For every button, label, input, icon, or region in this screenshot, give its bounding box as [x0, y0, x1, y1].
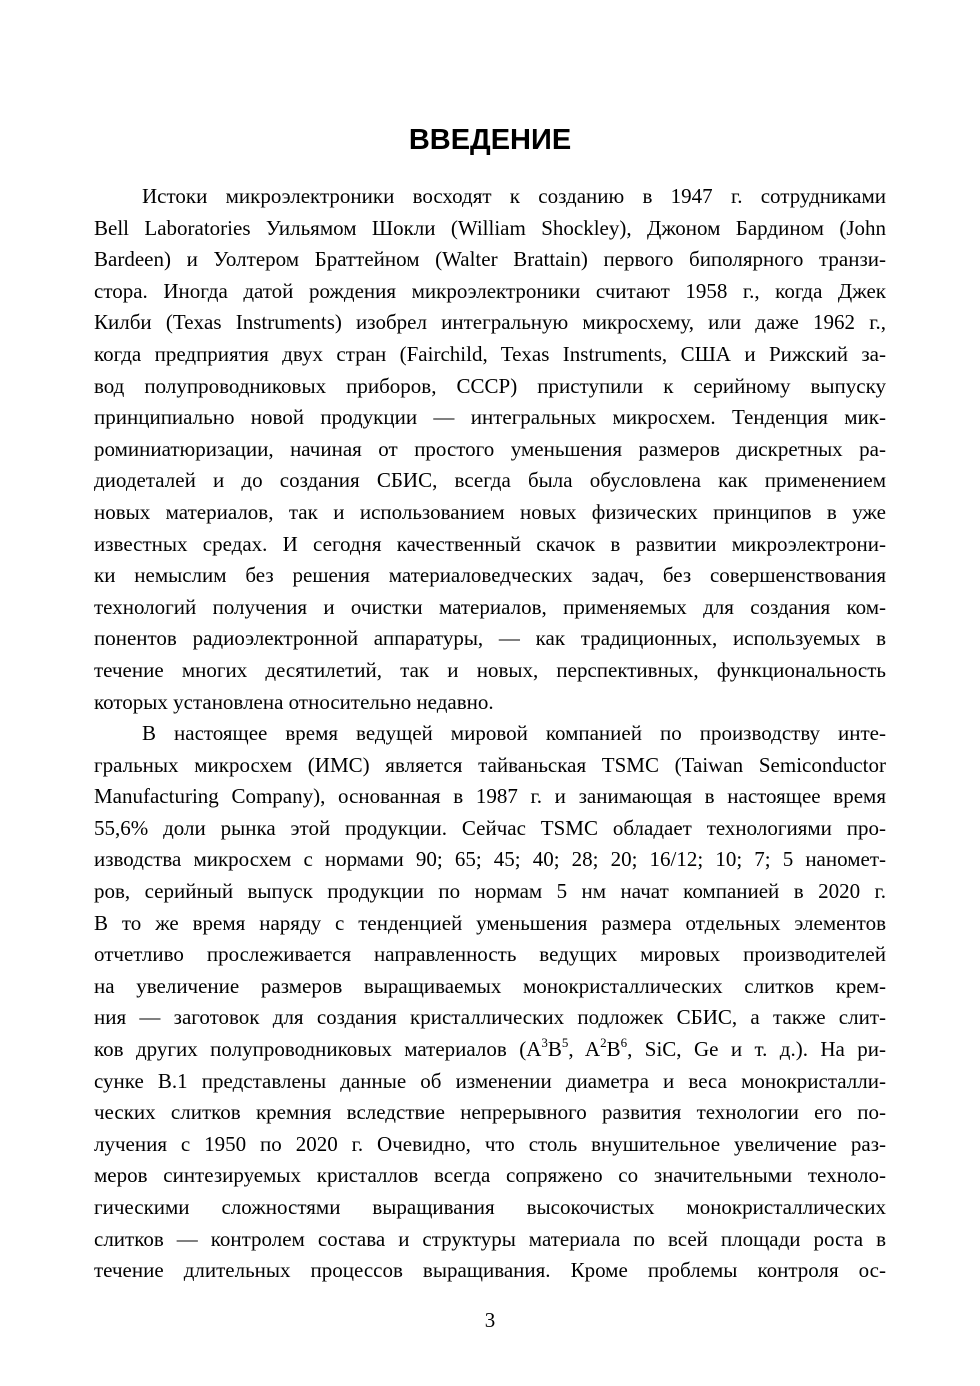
text-line: понентов радиоэлектронной аппаратуры, — как традиционных, используемых в [94, 626, 886, 651]
text-line: слитков — контролем состава и структуры материала по всей площади роста в [94, 1226, 886, 1251]
superscript: 5 [561, 1035, 569, 1051]
text-line: Истоки микроэлектроники восходят к созданию в 1947 г. сотрудниками [142, 184, 886, 208]
text-line: на увеличение размеров выращиваемых монокристаллических слитков крем- [94, 973, 886, 998]
text-line: диодеталей и до создания СБИС, всегда была обусловлена как применением [94, 468, 886, 493]
superscript: 3 [541, 1035, 548, 1051]
text-line: Manufacturing Company), основанная в 1987 г. и занимающая в настоящее время [94, 784, 886, 809]
text-line: стора. Иногда датой рождения микроэлектроники считают 1958 г., когда Джек [94, 278, 886, 303]
superscript: 2 [600, 1035, 607, 1051]
text-line: отчетливо прослеживается направленность ведущих мировых производителей [94, 942, 886, 967]
text-line: изводства микросхем с нормами 90; 65; 45; 40; 28; 20; 16/12; 10; 7; 5 наномет- [94, 847, 886, 872]
text-line: вод полупроводниковых приборов, СССР) приступили к серийному выпуску [94, 373, 886, 398]
text-line: 55,6% доли рынка этой продукции. Сейчас TSMC обладает технологиями про- [94, 815, 886, 840]
text-line: Килби (Texas Instruments) изобрел интегральную микросхему, или даже 1962 г., [94, 310, 886, 335]
text-line: известных средах. И сегодня качественный скачок в развитии микроэлектрони- [94, 531, 886, 556]
text-line: роминиатюризации, начиная от простого уменьшения размеров дискретных ра- [94, 436, 886, 461]
text-line: лучения с 1950 по 2020 г. Очевидно, что столь внушительное увеличение раз- [94, 1131, 886, 1156]
page-number: 3 [484, 1308, 496, 1332]
superscript: 6 [620, 1035, 628, 1051]
text-line: сунке В.1 представлены данные об изменении диаметра и веса монокристалли- [94, 1068, 886, 1093]
text-line: когда предприятия двух стран (Fairchild, Texas Instruments, США и Рижский за- [94, 341, 886, 366]
formula-text: B [606, 1037, 621, 1062]
text-line: ров, серийный выпуск продукции по нормам 5 нм начат компанией в 2020 г. [94, 879, 886, 904]
formula-text: , SiC, Ge и т. д.). На ри- [627, 1037, 886, 1062]
text-line: технологий получения и очистки материалов, применяемых для создания ком- [94, 594, 886, 619]
text-line: меров синтезируемых кристаллов всегда сопряжено со значительными техноло- [94, 1163, 886, 1188]
text-line: гическими сложностями выращивания высокочистых монокристаллических [94, 1195, 886, 1219]
body-text [94, 181, 886, 1287]
text-line: В то же время наряду с тенденцией уменьшения размера отдельных элементов [94, 910, 886, 935]
formula-text: , A [568, 1037, 601, 1062]
text-line: принципиально новой продукции — интегральных микросхем. Тенденция мик- [94, 405, 886, 430]
text-line: течение длительных процессов выращивания. Кроме проблемы контроля ос- [94, 1258, 886, 1283]
text-line: ки немыслим без решения материаловедческих задач, без совершенствования [94, 563, 886, 588]
text-line: Bell Laboratories Уильямом Шокли (William Shockley), Джоном Бардином (John [94, 215, 886, 240]
formula-text: ков других полупроводниковых материалов (A [94, 1037, 542, 1062]
text-line: которых установлена относительно недавно. [94, 689, 494, 714]
text-line: гральных микросхем (ИМС) является тайваньская TSMC (Taiwan Semiconductor [94, 752, 886, 777]
text-line-with-formula [94, 1034, 886, 1066]
text-line: Bardeen) и Уолтером Браттейном (Walter Brattain) первого биполярного транзи- [94, 247, 886, 272]
text-line: течение многих десятилетий, так и новых, перспективных, функциональность [94, 657, 886, 682]
text-line: новых материалов, так и использованием новых физических принципов в уже [94, 499, 886, 524]
page-title: ВВЕДЕНИЕ [408, 124, 572, 156]
text-line: ния — заготовок для создания кристаллических подложек СБИС, а также слит- [94, 1005, 886, 1030]
formula-text: B [547, 1037, 562, 1062]
text-line: В настоящее время ведущей мировой компанией по производству инте- [142, 721, 886, 746]
text-line: ческих слитков кремния вследствие непрерывного развития технологии его по- [94, 1100, 886, 1125]
